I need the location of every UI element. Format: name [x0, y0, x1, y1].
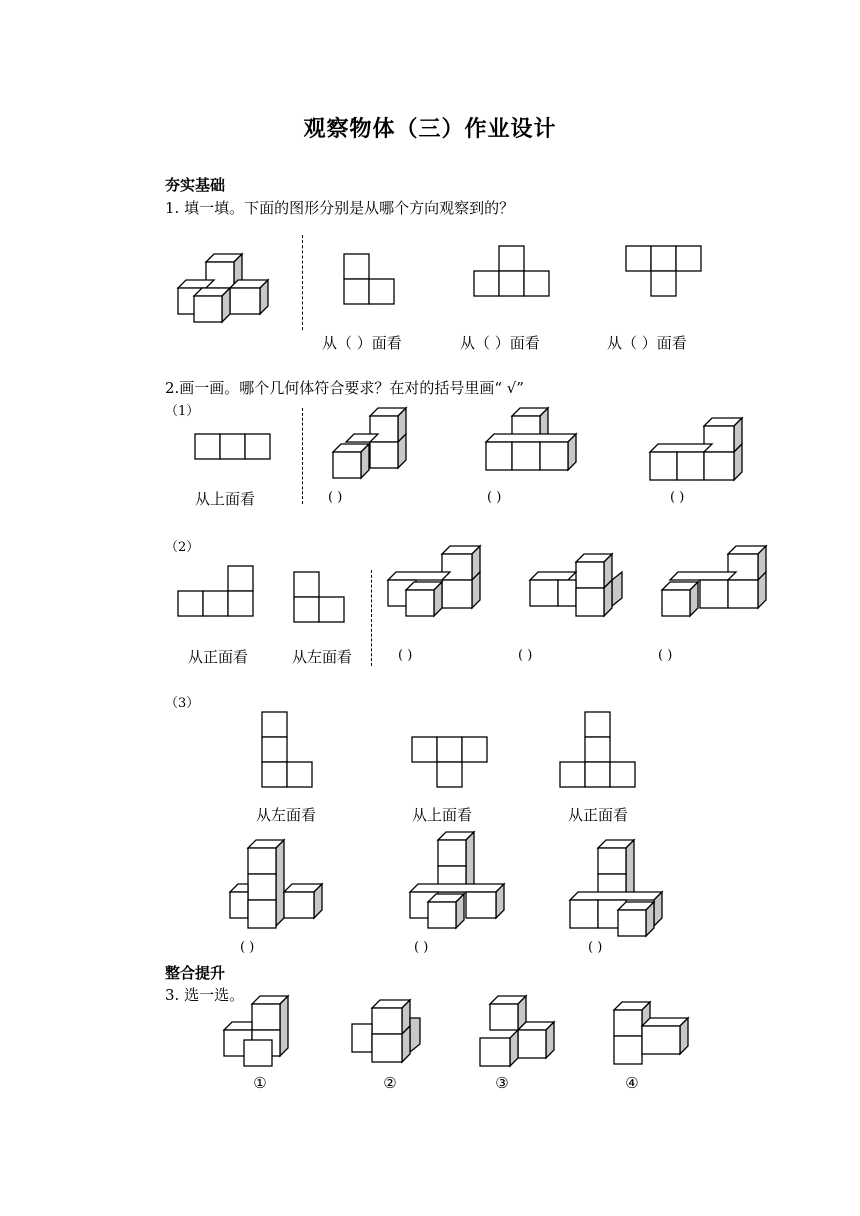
q2-part3-blank-3[interactable]: ( )	[588, 940, 603, 955]
q2-part2-option-2	[530, 552, 630, 618]
q1-cube-figure	[170, 248, 280, 328]
q2-part3-top-view	[412, 737, 490, 789]
q3-option-1-label[interactable]: ①	[253, 1074, 267, 1092]
q2-part1-blank-2[interactable]: ( )	[487, 490, 502, 505]
q1-view-t-shape	[474, 246, 552, 298]
q3-option-2-figure	[350, 998, 422, 1064]
q2-part1-top-view	[195, 434, 273, 462]
q1-answer-2[interactable]: 从（ ）面看	[460, 334, 540, 352]
q2-part1-blank-3[interactable]: ( )	[670, 490, 685, 505]
question-2-prompt: 2.画一画。哪个几何体符合要求？在对的括号里画“ √”	[165, 379, 524, 397]
q2-part3-option-2	[410, 830, 510, 930]
q3-option-4-label[interactable]: ④	[625, 1074, 639, 1092]
q2-part2-blank-2[interactable]: ( )	[518, 648, 533, 663]
q2-part2-left-view	[294, 572, 346, 624]
q2-part2-front-view	[178, 566, 256, 618]
q3-option-1-figure	[222, 994, 294, 1070]
q2-part1-label: （1）	[165, 404, 200, 419]
q3-option-4-figure	[612, 1000, 692, 1068]
q2-part2-option-1	[388, 544, 484, 618]
q2-part3-view-label-top: 从上面看	[411, 806, 472, 824]
section-heading-integration: 整合提升	[165, 964, 226, 982]
divider-dashed-q2-2	[371, 570, 372, 666]
divider-dashed-q2-1	[302, 408, 303, 504]
q3-option-3-figure	[480, 994, 560, 1070]
q2-part3-view-label-front: 从正面看	[567, 806, 628, 824]
divider-dashed-q1	[302, 235, 303, 330]
q1-answer-3[interactable]: 从（ ）面看	[607, 334, 687, 352]
q2-part2-view-label-front: 从正面看	[187, 648, 248, 666]
q2-part3-front-view	[560, 712, 638, 790]
q2-part3-view-label-left: 从左面看	[255, 806, 316, 824]
q3-option-3-label[interactable]: ③	[495, 1074, 509, 1092]
q2-part2-blank-1[interactable]: ( )	[398, 648, 413, 663]
q2-part1-option-2	[486, 406, 582, 472]
q2-part1-option-1	[332, 406, 412, 482]
section-heading-basics: 夯实基础	[165, 176, 226, 194]
q2-part1-option-3	[650, 416, 746, 482]
q2-part3-blank-2[interactable]: ( )	[414, 940, 429, 955]
q3-option-2-label[interactable]: ②	[383, 1074, 397, 1092]
q2-part1-view-label: 从上面看	[194, 490, 255, 508]
q1-view-inverted-t-shape	[626, 246, 704, 298]
q2-part2-label: （2）	[165, 540, 200, 555]
q2-part2-blank-3[interactable]: ( )	[658, 648, 673, 663]
q2-part3-label: （3）	[165, 696, 200, 711]
question-1-prompt: 1. 填一填。下面的图形分别是从哪个方向观察到的？	[165, 199, 515, 217]
q1-answer-1[interactable]: 从（ ）面看	[322, 334, 402, 352]
q2-part3-option-3	[570, 838, 666, 938]
q2-part3-blank-1[interactable]: ( )	[240, 940, 255, 955]
page-title: 观察物体（三）作业设计	[303, 117, 557, 142]
question-3-prompt: 3. 选一选。	[165, 986, 245, 1004]
q2-part2-view-label-left: 从左面看	[291, 648, 352, 666]
q2-part3-option-1	[230, 838, 326, 932]
q1-view-l-shape	[344, 254, 396, 306]
q2-part1-blank-1[interactable]: ( )	[328, 490, 343, 505]
q2-part3-left-view	[262, 712, 314, 790]
q2-part2-option-3	[662, 544, 770, 618]
